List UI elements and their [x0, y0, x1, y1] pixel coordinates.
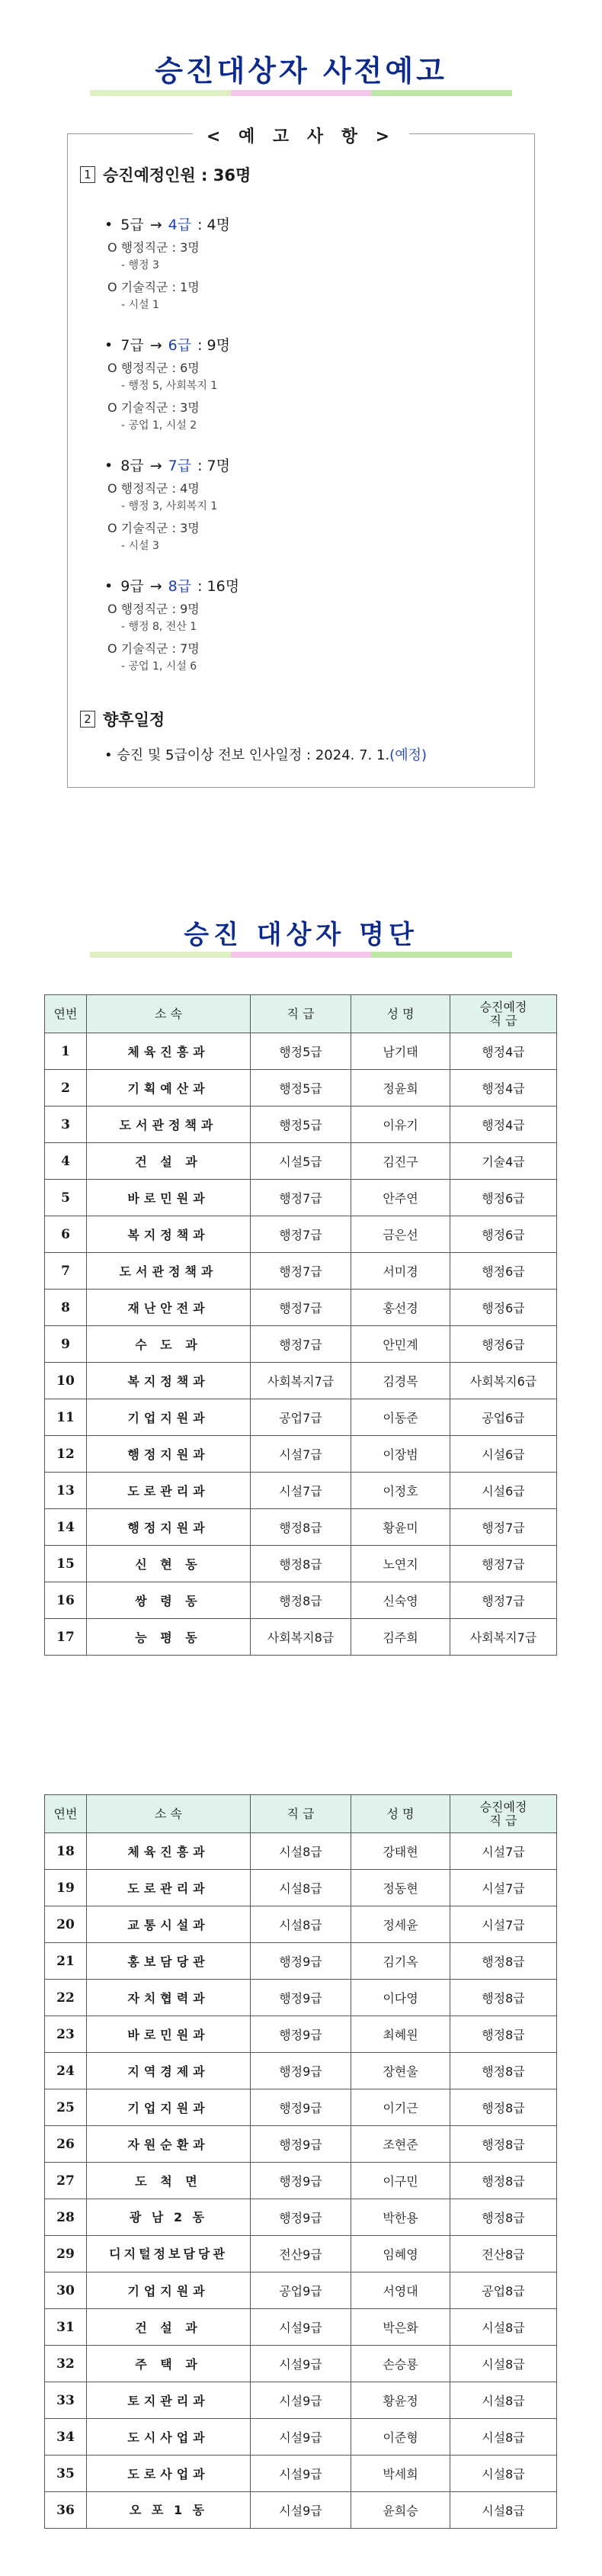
row-name: 박은화	[351, 2309, 450, 2346]
section-number: 1	[80, 166, 95, 183]
col-target: 승진예정 직 급	[450, 995, 557, 1033]
row-grade: 시설8급	[251, 1870, 351, 1906]
row-name: 황윤정	[351, 2382, 450, 2419]
row-target-grade: 기술4급	[450, 1143, 557, 1180]
table-row	[45, 1619, 557, 1656]
row-name: 장현울	[351, 2053, 450, 2089]
row-name: 안민계	[351, 1326, 450, 1363]
table-row	[45, 1070, 557, 1107]
row-target-grade: 행정8급	[450, 2016, 557, 2053]
row-number: 33	[45, 2382, 87, 2419]
category-detail: - 행정 5, 사회복지 1	[121, 380, 218, 392]
row-target-grade: 행정4급	[450, 1033, 557, 1070]
row-name: 안주연	[351, 1180, 450, 1216]
row-grade: 전산9급	[251, 2236, 351, 2272]
table-row	[45, 1582, 557, 1619]
row-name: 김기옥	[351, 1943, 450, 1980]
row-target-grade: 행정7급	[450, 1546, 557, 1582]
row-target-grade: 행정7급	[450, 1509, 557, 1546]
row-dept: 주 택 과	[87, 2346, 251, 2382]
table-row	[45, 2382, 557, 2419]
row-dept: 건 설 과	[87, 2309, 251, 2346]
row-name: 이동준	[351, 1399, 450, 1436]
row-dept: 능 평 동	[87, 1619, 251, 1656]
row-number: 26	[45, 2126, 87, 2163]
col-target: 승진예정 직 급	[450, 1795, 557, 1833]
row-number: 9	[45, 1326, 87, 1363]
row-grade: 시설7급	[251, 1473, 351, 1509]
table-row	[45, 1253, 557, 1290]
row-grade: 공업9급	[251, 2272, 351, 2309]
row-grade: 행정9급	[251, 2089, 351, 2126]
row-grade: 시설9급	[251, 2309, 351, 2346]
row-target-grade: 행정8급	[450, 2163, 557, 2199]
section-number: 2	[80, 711, 95, 728]
list-title: 승진 대상자 명단	[184, 920, 418, 950]
row-grade: 시설7급	[251, 1436, 351, 1473]
row-dept: 자원순환과	[87, 2126, 251, 2163]
row-grade: 행정9급	[251, 2163, 351, 2199]
row-target-grade: 시설8급	[450, 2456, 557, 2492]
row-dept: 홍보담당관	[87, 1943, 251, 1980]
col-no: 연번	[45, 995, 87, 1033]
table-row	[45, 2419, 557, 2456]
category-detail: - 행정 3	[121, 259, 159, 271]
row-dept: 바로민원과	[87, 1180, 251, 1216]
row-name: 이다영	[351, 1980, 450, 2016]
grade-from: 8급	[120, 458, 144, 474]
row-grade: 시설9급	[251, 2456, 351, 2492]
page-title: 승진대상자 사전예고	[155, 53, 447, 88]
row-target-grade: 시설8급	[450, 2382, 557, 2419]
grade-from: 7급	[120, 337, 144, 354]
section-schedule	[80, 708, 165, 731]
row-number: 35	[45, 2456, 87, 2492]
row-number: 17	[45, 1619, 87, 1656]
row-name: 김주희	[351, 1619, 450, 1656]
row-dept: 도로사업과	[87, 2456, 251, 2492]
category-detail: - 시설 1	[121, 299, 159, 311]
table-row	[45, 2199, 557, 2236]
table-row	[45, 2456, 557, 2492]
table-row	[45, 1399, 557, 1436]
grade-group-heading: • 8급 → 7급 : 7명	[104, 458, 230, 474]
row-grade: 행정7급	[251, 1216, 351, 1253]
row-number: 36	[45, 2492, 87, 2529]
row-grade: 행정9급	[251, 1943, 351, 1980]
row-dept: 신 현 동	[87, 1546, 251, 1582]
row-target-grade: 행정8급	[450, 2053, 557, 2089]
notice-heading: < 예 고 사 항 >	[193, 127, 409, 146]
row-dept: 자치협력과	[87, 1980, 251, 2016]
row-dept: 기업지원과	[87, 2272, 251, 2309]
row-target-grade: 시설8급	[450, 2492, 557, 2529]
row-dept: 오 포 1 동	[87, 2492, 251, 2529]
row-target-grade: 사회복지7급	[450, 1619, 557, 1656]
row-name: 노연지	[351, 1546, 450, 1582]
row-number: 32	[45, 2346, 87, 2382]
row-dept: 기획예산과	[87, 1070, 251, 1107]
table-row	[45, 1980, 557, 2016]
row-target-grade: 시설8급	[450, 2419, 557, 2456]
grade-group-heading: • 7급 → 6급 : 9명	[104, 337, 230, 354]
row-target-grade: 행정8급	[450, 2126, 557, 2163]
row-number: 21	[45, 1943, 87, 1980]
row-dept: 바로민원과	[87, 2016, 251, 2053]
row-dept: 복지정책과	[87, 1363, 251, 1399]
table-row	[45, 1216, 557, 1253]
row-target-grade: 공업8급	[450, 2272, 557, 2309]
category-detail: - 행정 3, 사회복지 1	[121, 500, 218, 512]
row-grade: 시설9급	[251, 2346, 351, 2382]
row-number: 24	[45, 2053, 87, 2089]
row-number: 23	[45, 2016, 87, 2053]
table-row	[45, 1870, 557, 1906]
row-grade: 행정9급	[251, 2126, 351, 2163]
row-grade: 행정9급	[251, 2053, 351, 2089]
category-line: O 기술직군 : 1명	[107, 280, 200, 294]
col-grade: 직 급	[251, 1795, 351, 1833]
table-row	[45, 1180, 557, 1216]
row-number: 20	[45, 1906, 87, 1943]
row-name: 강태현	[351, 1833, 450, 1870]
row-dept: 도로관리과	[87, 1473, 251, 1509]
row-dept: 건 설 과	[87, 1143, 251, 1180]
row-number: 28	[45, 2199, 87, 2236]
arrow-icon: →	[149, 458, 162, 474]
row-number: 15	[45, 1546, 87, 1582]
grade-to: 6급	[168, 337, 192, 354]
row-grade: 행정9급	[251, 2016, 351, 2053]
table-row	[45, 1473, 557, 1509]
row-number: 5	[45, 1180, 87, 1216]
category-detail: - 행정 8, 전산 1	[121, 621, 197, 633]
table-row	[45, 1509, 557, 1546]
row-dept: 도시사업과	[87, 2419, 251, 2456]
row-name: 김진구	[351, 1143, 450, 1180]
row-dept: 도서관정책과	[87, 1107, 251, 1143]
row-number: 19	[45, 1870, 87, 1906]
row-grade: 행정5급	[251, 1070, 351, 1107]
row-name: 신숙영	[351, 1582, 450, 1619]
row-name: 황윤미	[351, 1509, 450, 1546]
col-name: 성 명	[351, 995, 450, 1033]
grade-count: : 9명	[197, 337, 230, 354]
row-dept: 교통시설과	[87, 1906, 251, 1943]
row-dept: 도서관정책과	[87, 1253, 251, 1290]
section-title: 향후일정	[103, 711, 165, 729]
grade-count: : 4명	[197, 217, 230, 233]
row-target-grade: 전산8급	[450, 2236, 557, 2272]
table-row	[45, 2346, 557, 2382]
row-number: 25	[45, 2089, 87, 2126]
row-target-grade: 시설7급	[450, 1906, 557, 1943]
arrow-icon: →	[149, 337, 162, 354]
table-row	[45, 2126, 557, 2163]
row-name: 임혜영	[351, 2236, 450, 2272]
grade-group-heading: • 5급 → 4급 : 4명	[104, 217, 230, 233]
row-grade: 시설9급	[251, 2382, 351, 2419]
table-row	[45, 2163, 557, 2199]
arrow-icon: →	[149, 578, 162, 595]
row-number: 1	[45, 1033, 87, 1070]
staff-table-2	[44, 1794, 557, 2529]
row-grade: 공업7급	[251, 1399, 351, 1436]
row-target-grade: 행정6급	[450, 1290, 557, 1326]
row-dept: 기업지원과	[87, 1399, 251, 1436]
category-line: O 기술직군 : 3명	[107, 521, 200, 535]
row-name: 정동현	[351, 1870, 450, 1906]
grade-count: : 16명	[197, 578, 240, 595]
grade-to: 7급	[168, 458, 192, 474]
grade-from: 5급	[120, 217, 144, 233]
category-detail: - 공업 1, 시설 6	[121, 660, 197, 673]
col-dept: 소 속	[87, 1795, 251, 1833]
row-name: 이준형	[351, 2419, 450, 2456]
row-name: 박세희	[351, 2456, 450, 2492]
row-name: 홍선경	[351, 1290, 450, 1326]
category-line: O 행정직군 : 9명	[107, 602, 200, 616]
grade-count: : 7명	[197, 458, 230, 474]
category-detail: - 공업 1, 시설 2	[121, 419, 197, 432]
table-row	[45, 2309, 557, 2346]
row-grade: 사회복지7급	[251, 1363, 351, 1399]
col-no: 연번	[45, 1795, 87, 1833]
table-row	[45, 1943, 557, 1980]
grade-to: 4급	[168, 217, 192, 233]
table-row	[45, 2492, 557, 2529]
row-dept: 도로관리과	[87, 1870, 251, 1906]
row-dept: 행정지원과	[87, 1436, 251, 1473]
row-name: 이기근	[351, 2089, 450, 2126]
title-underline	[90, 90, 512, 96]
row-target-grade: 행정7급	[450, 1582, 557, 1619]
row-target-grade: 시설8급	[450, 2346, 557, 2382]
category-line: O 행정직군 : 3명	[107, 240, 200, 255]
row-dept: 체육진흥과	[87, 1833, 251, 1870]
row-target-grade: 행정8급	[450, 1980, 557, 2016]
row-name: 박한용	[351, 2199, 450, 2236]
row-name: 김경목	[351, 1363, 450, 1399]
row-grade: 시설9급	[251, 2419, 351, 2456]
row-name: 금은선	[351, 1216, 450, 1253]
row-dept: 복지정책과	[87, 1216, 251, 1253]
row-name: 서미경	[351, 1253, 450, 1290]
row-number: 31	[45, 2309, 87, 2346]
row-number: 2	[45, 1070, 87, 1107]
row-dept: 지역경제과	[87, 2053, 251, 2089]
row-target-grade: 시설7급	[450, 1870, 557, 1906]
row-grade: 행정5급	[251, 1107, 351, 1143]
row-number: 18	[45, 1833, 87, 1870]
row-dept: 수 도 과	[87, 1326, 251, 1363]
row-grade: 시설5급	[251, 1143, 351, 1180]
row-name: 이정호	[351, 1473, 450, 1509]
row-target-grade: 시설6급	[450, 1436, 557, 1473]
arrow-icon: →	[149, 217, 162, 233]
row-grade: 행정7급	[251, 1180, 351, 1216]
table-row	[45, 2272, 557, 2309]
col-dept: 소 속	[87, 995, 251, 1033]
notice-box	[67, 127, 535, 788]
row-dept: 토지관리과	[87, 2382, 251, 2419]
row-grade: 행정5급	[251, 1033, 351, 1070]
category-line: O 기술직군 : 3명	[107, 400, 200, 415]
col-name: 성 명	[351, 1795, 450, 1833]
row-target-grade: 시설8급	[450, 2309, 557, 2346]
row-grade: 행정8급	[251, 1546, 351, 1582]
table-row	[45, 2236, 557, 2272]
table-row	[45, 2053, 557, 2089]
table-row	[45, 1290, 557, 1326]
row-grade: 시설9급	[251, 2492, 351, 2529]
row-target-grade: 공업6급	[450, 1399, 557, 1436]
row-grade: 시설8급	[251, 1833, 351, 1870]
row-name: 서영대	[351, 2272, 450, 2309]
row-number: 16	[45, 1582, 87, 1619]
row-dept: 행정지원과	[87, 1509, 251, 1546]
table-row	[45, 1546, 557, 1582]
row-number: 11	[45, 1399, 87, 1436]
row-number: 27	[45, 2163, 87, 2199]
row-number: 4	[45, 1143, 87, 1180]
row-target-grade: 행정6급	[450, 1216, 557, 1253]
row-name: 윤희승	[351, 2492, 450, 2529]
row-target-grade: 행정6급	[450, 1180, 557, 1216]
row-grade: 행정7급	[251, 1326, 351, 1363]
row-dept: 재난안전과	[87, 1290, 251, 1326]
table-row	[45, 2016, 557, 2053]
table-row	[45, 2089, 557, 2126]
row-target-grade: 행정4급	[450, 1070, 557, 1107]
row-grade: 행정7급	[251, 1290, 351, 1326]
row-target-grade: 시설7급	[450, 1833, 557, 1870]
row-name: 손승룡	[351, 2346, 450, 2382]
row-dept: 도 척 면	[87, 2163, 251, 2199]
row-name: 이유기	[351, 1107, 450, 1143]
row-number: 29	[45, 2236, 87, 2272]
row-name: 이구민	[351, 2163, 450, 2199]
row-target-grade: 행정4급	[450, 1107, 557, 1143]
section-title: 승진예정인원 : 36명	[103, 166, 251, 185]
col-grade: 직 급	[251, 995, 351, 1033]
row-name: 정윤희	[351, 1070, 450, 1107]
row-number: 12	[45, 1436, 87, 1473]
row-number: 14	[45, 1509, 87, 1546]
row-name: 남기태	[351, 1033, 450, 1070]
row-grade: 행정9급	[251, 1980, 351, 2016]
category-detail: - 시설 3	[121, 540, 159, 552]
row-target-grade: 행정6급	[450, 1253, 557, 1290]
row-number: 10	[45, 1363, 87, 1399]
row-number: 30	[45, 2272, 87, 2309]
row-number: 3	[45, 1107, 87, 1143]
row-name: 최혜원	[351, 2016, 450, 2053]
schedule-line	[104, 744, 427, 764]
staff-table-1	[44, 994, 557, 1656]
category-line: O 행정직군 : 6명	[107, 361, 200, 375]
row-name: 조현준	[351, 2126, 450, 2163]
category-line: O 기술직군 : 7명	[107, 641, 200, 656]
row-name: 정세윤	[351, 1906, 450, 1943]
row-target-grade: 행정8급	[450, 2199, 557, 2236]
title-underline	[90, 952, 512, 958]
row-number: 8	[45, 1290, 87, 1326]
row-dept: 디지털정보담당관	[87, 2236, 251, 2272]
row-grade: 사회복지8급	[251, 1619, 351, 1656]
table-row	[45, 1107, 557, 1143]
table-row	[45, 1436, 557, 1473]
category-line: O 행정직군 : 4명	[107, 481, 200, 496]
row-grade: 행정9급	[251, 2199, 351, 2236]
row-name: 이장범	[351, 1436, 450, 1473]
table-row	[45, 1906, 557, 1943]
row-number: 7	[45, 1253, 87, 1290]
row-grade: 행정8급	[251, 1582, 351, 1619]
grade-group-heading: • 9급 → 8급 : 16명	[104, 578, 240, 595]
row-target-grade: 행정8급	[450, 1943, 557, 1980]
grade-from: 9급	[120, 578, 144, 595]
row-grade: 행정7급	[251, 1253, 351, 1290]
row-grade: 시설8급	[251, 1906, 351, 1943]
row-target-grade: 행정6급	[450, 1326, 557, 1363]
row-number: 13	[45, 1473, 87, 1509]
schedule-text: • 승진 및 5급이상 전보 인사일정 : 2024. 7. 1.	[104, 747, 390, 763]
row-target-grade: 사회복지6급	[450, 1363, 557, 1399]
section-headcount	[80, 163, 251, 186]
grade-to: 8급	[168, 578, 192, 595]
row-number: 6	[45, 1216, 87, 1253]
row-dept: 체육진흥과	[87, 1033, 251, 1070]
row-dept: 기업지원과	[87, 2089, 251, 2126]
row-dept: 쌍 령 동	[87, 1582, 251, 1619]
row-number: 22	[45, 1980, 87, 2016]
table-row	[45, 1326, 557, 1363]
row-number: 34	[45, 2419, 87, 2456]
table-row	[45, 1833, 557, 1870]
table-row	[45, 1033, 557, 1070]
row-target-grade: 시설6급	[450, 1473, 557, 1509]
row-target-grade: 행정8급	[450, 2089, 557, 2126]
row-dept: 광 남 2 동	[87, 2199, 251, 2236]
schedule-note: (예정)	[389, 747, 427, 763]
row-grade: 행정8급	[251, 1509, 351, 1546]
table-row	[45, 1143, 557, 1180]
table-row	[45, 1363, 557, 1399]
